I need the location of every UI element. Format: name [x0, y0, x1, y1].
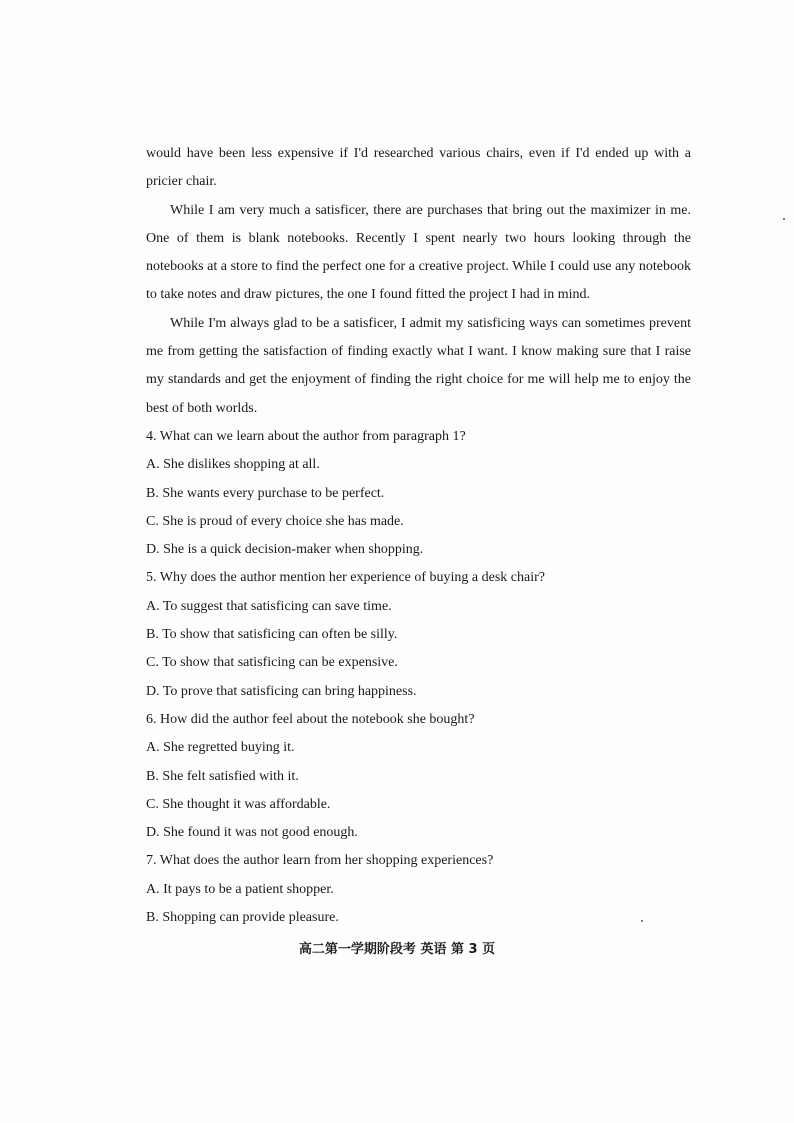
option-d: D. To prove that satisficing can bring happiness.	[146, 683, 417, 699]
question-stem: 5. Why does the author mention her experience of buying a desk chair?	[146, 570, 545, 586]
option-a: A. She regretted buying it.	[146, 740, 295, 756]
question-7	[146, 847, 691, 932]
page-footer: 高二第一学期阶段考 英语 第 3 页	[298, 942, 496, 957]
question-stem: 7. What does the author learn from her shopping experiences?	[146, 853, 494, 869]
option-c: C. She thought it was affordable.	[146, 796, 331, 812]
option-d: D. She found it was not good enough.	[146, 825, 358, 841]
passage-paragraph-3: While I'm always glad to be a satisficer, I admit my satisficing ways can sometimes prevent me from getting the satisfaction of finding exactly what I want. I know making sure that I raise my standards and get the enjoyment of finding the right choice for me will help me to enjoy the best of both worlds.	[146, 315, 691, 416]
option-c: C. To show that satisficing can be expensive.	[146, 655, 398, 671]
question-stem: 4. What can we learn about the author from paragraph 1?	[146, 428, 466, 444]
option-d: D. She is a quick decision-maker when shopping.	[146, 542, 424, 558]
passage-paragraph-continued: would have been less expensive if I'd researched various chairs, even if I'd ended up with a pricier chair.	[146, 146, 691, 190]
option-a: A. To suggest that satisficing can save time.	[146, 598, 392, 614]
option-b: B. She felt satisfied with it.	[146, 768, 299, 784]
option-b: B. Shopping can provide pleasure.	[146, 910, 339, 926]
question-4	[146, 423, 691, 564]
question-5	[146, 564, 691, 705]
scan-speck	[641, 920, 643, 922]
option-a: A. It pays to be a patient shopper.	[146, 881, 334, 897]
option-c: C. She is proud of every choice she has made.	[146, 513, 404, 529]
exam-content	[146, 140, 691, 932]
option-b: B. To show that satisficing can often be silly.	[146, 627, 398, 643]
scan-speck	[783, 218, 785, 220]
option-b: B. She wants every purchase to be perfect.	[146, 485, 385, 501]
question-6	[146, 706, 691, 847]
question-stem: 6. How did the author feel about the notebook she bought?	[146, 711, 475, 727]
option-a: A. She dislikes shopping at all.	[146, 457, 320, 473]
passage-paragraph-2: While I am very much a satisficer, there are purchases that bring out the maximizer in me. One of them is blank notebooks. Recently I spent nearly two hours looking through the notebooks at a store to find the perfect one for a creative project. While I could use any notebook to take notes and draw pictures, the one I found fitted the project I had in mind.	[146, 202, 691, 303]
